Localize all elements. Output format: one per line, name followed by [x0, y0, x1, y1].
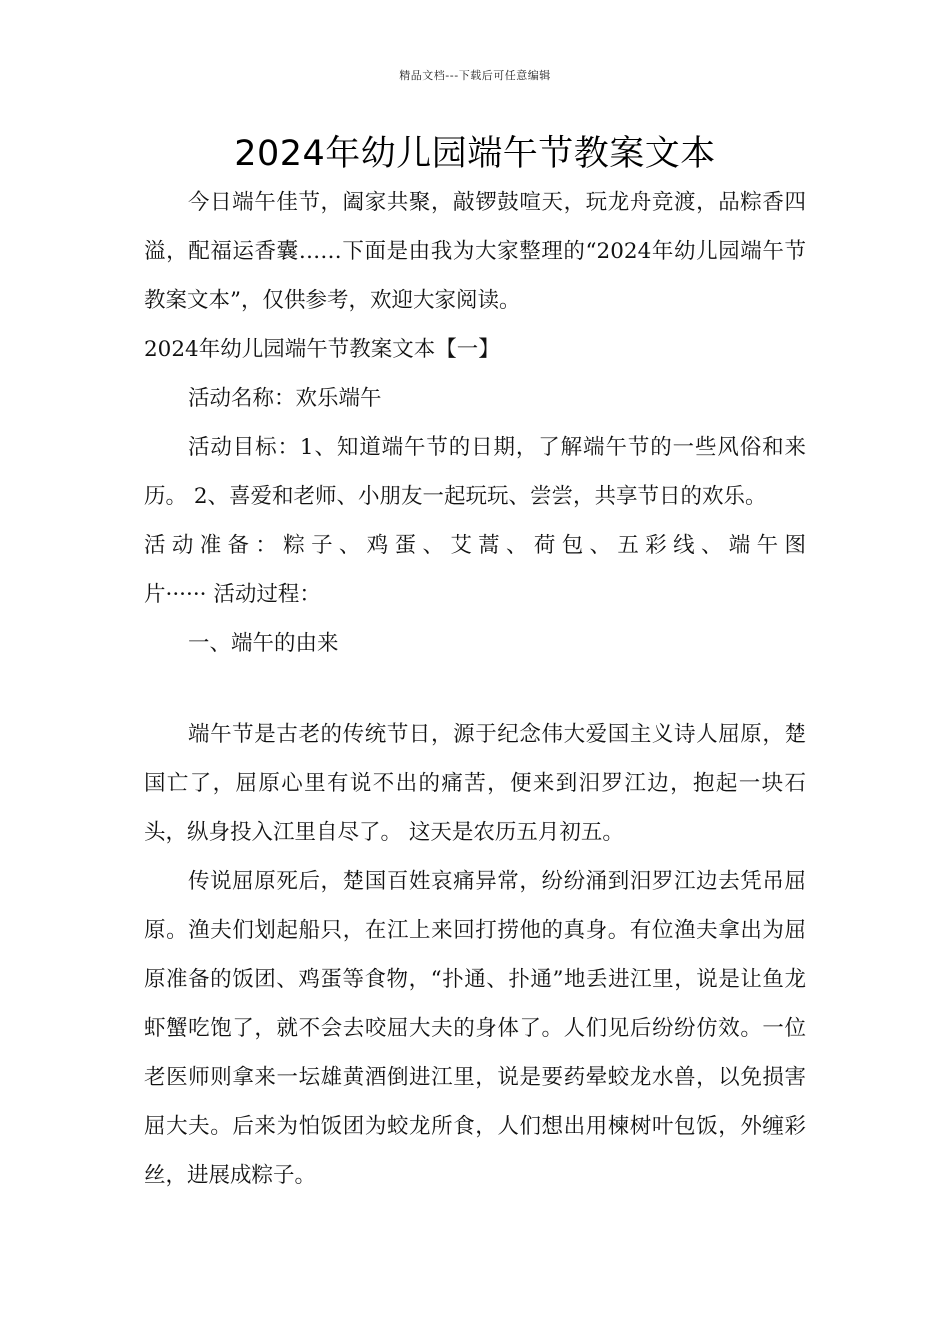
step-one-heading: 一、端午的由来: [188, 631, 339, 656]
legend-paragraph: 传说屈原死后，楚国百姓哀痛异常，纷纷涌到汨罗江边去凭吊屈原。渔夫们划起船只，在江上来回打捞他的真身。有位渔夫拿出为屈原准备的饭团、鸡蛋等食物，“扑通、扑通”地丢进江里，说是让鱼龙虾蟹吃饱了，就不会去咬屈大夫的身体了。人们见后纷纷仿效。一位老医师则拿来一坛雄黄酒倒进江里，说是要药晕蛟龙水兽，以免损害屈大夫。后来为怕饭团为蛟龙所食，人们想出用楝树叶包饭，外缠彩丝，进展成粽子。: [144, 869, 806, 1188]
origin-paragraph: 端午节是古老的传统节日，源于纪念伟大爱国主义诗人屈原，楚国亡了，屈原心里有说不出的痛苦，便来到汨罗江边，抱起一块石头，纵身投入江里自尽了。 这天是农历五月初五。: [144, 722, 806, 845]
section-heading: 2024年幼儿园端午节教案文本【一】: [144, 337, 500, 362]
document-title: 2024年幼儿园端午节教案文本: [234, 134, 716, 174]
intro-paragraph: 今日端午佳节，阖家共聚，敲锣鼓喧天，玩龙舟竞渡，品粽香四溢，配福运香囊……下面是由我为大家整理的“2024年幼儿园端午节教案文本”，仅供参考，欢迎大家阅读。: [144, 190, 806, 313]
activity-name: 活动名称：欢乐端午: [188, 386, 382, 411]
blank-gap: [144, 668, 806, 710]
activity-prep-line1: 活动准备：粽子、鸡蛋、艾蒿、荷包、五彩线、端午图: [144, 533, 806, 558]
document-body: [144, 178, 806, 1200]
activity-prep-line2: 片······ 活动过程：: [144, 582, 321, 607]
activity-goal: 活动目标：1、知道端午节的日期，了解端午节的一些风俗和来历。 2、喜爱和老师、小朋友一起玩玩、尝尝，共享节日的欢乐。: [144, 435, 806, 509]
header-note: 精品文档---下载后可任意编辑: [399, 69, 551, 82]
